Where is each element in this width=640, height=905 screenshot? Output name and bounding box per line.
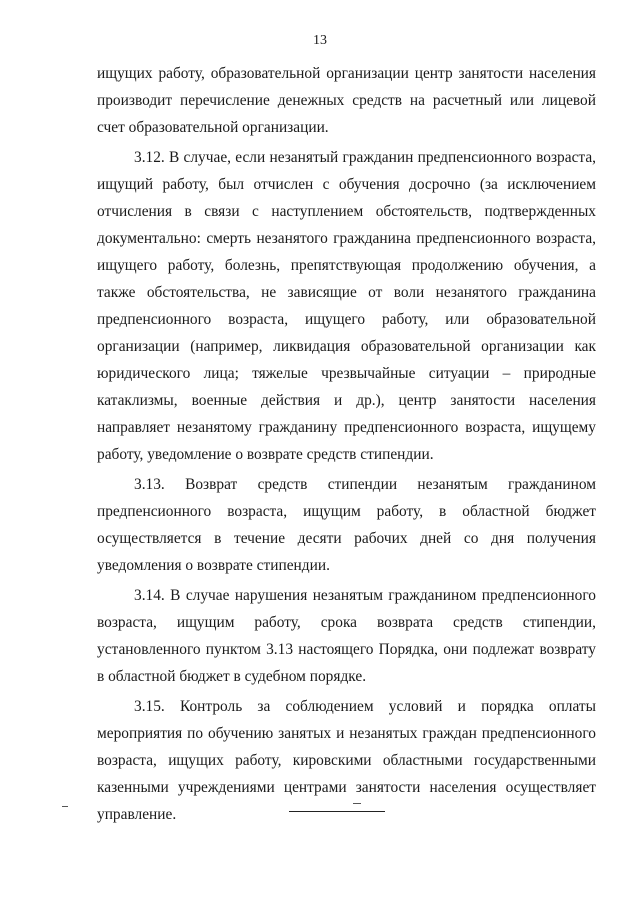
scan-speck xyxy=(353,803,361,804)
paragraph-3-13: 3.13. Возврат средств стипендии незанятым гражданином предпенсионного возраста, ищущим работу, в областной бюджет осуществляется в течение десяти рабочих дней со дня получения уведомления о возврате стипендии. xyxy=(97,476,596,574)
page-number: 13 xyxy=(313,33,327,48)
scan-speck xyxy=(62,806,68,807)
document-body xyxy=(97,60,596,828)
paragraph-3-14: 3.14. В случае нарушения незанятым гражданином предпенсионного возраста, ищущим работу, срока возврата средств стипендии, установленного пунктом 3.13 настоящего Порядка, они подлежат возврату в областной бюджет в судебном порядке. xyxy=(97,587,596,685)
end-of-document-rule xyxy=(289,811,385,812)
paragraph-continuation: ищущих работу, образовательной организации центр занятости населения производит перечисление денежных средств на расчетный или лицевой счет образовательной организации. xyxy=(97,65,596,136)
paragraph-3-15: 3.15. Контроль за соблюдением условий и порядка оплаты мероприятия по обучению занятых и незанятых граждан предпенсионного возраста, ищущих работу, кировскими областными государственными казенными учреждениями центрами занятости населения осуществляет управление. xyxy=(97,698,596,823)
paragraph-3-12: 3.12. В случае, если незанятый гражданин предпенсионного возраста, ищущий работу, был отчислен с обучения досрочно (за исключением отчисления в связи с наступлением обстоятельств, подтвержденных документально: смерть незанятого гражданина предпенсионного возраста, ищущего работу, болезнь, препятствующая продолжению обучения, а также обстоятельства, не зависящие от воли незанятого гражданина предпенсионного возраста, ищущего работу, или образовательной организации (например, ликвидация образовательной организации как юридического лица; тяжелые чрезвычайные ситуации – природные катаклизмы, военные действия и др.), центр занятости населения направляет незанятому гражданину предпенсионного возраста, ищущему работу, уведомление о возврате средств стипендии. xyxy=(97,149,596,463)
